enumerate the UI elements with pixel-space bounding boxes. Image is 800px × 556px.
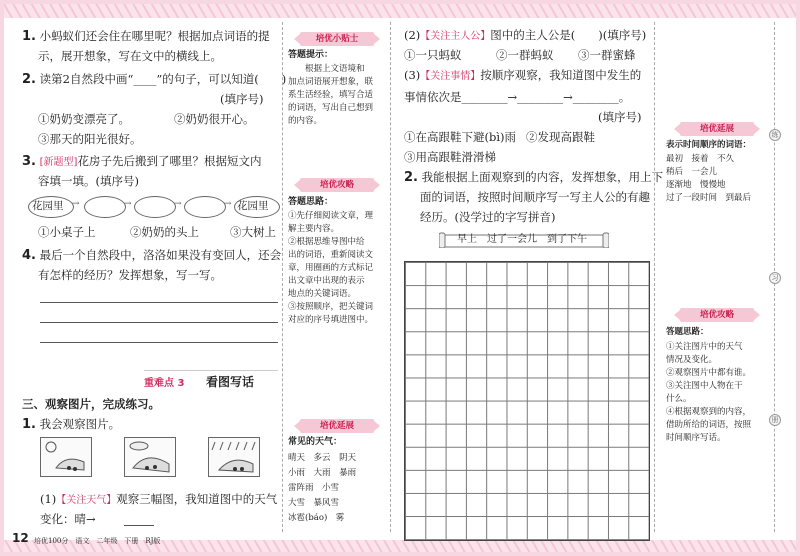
side-strategy-line: ①关注图片中的天气 — [666, 342, 743, 352]
side-strategy-line: 什么。 — [666, 394, 692, 404]
left-q3-option-2: ②奶奶的头上 — [130, 225, 199, 239]
time-words-line: 过了一段时间 到最后 — [666, 193, 752, 203]
time-words-line: 最初 接着 不久 — [666, 154, 735, 164]
right-sub2-option-3: ③一群蜜蜂 — [578, 48, 636, 62]
top-border — [4, 4, 796, 18]
flow-start-label: 花园里 — [32, 200, 64, 212]
page-number: 12 — [12, 531, 29, 545]
strategy-line: ②根据思维导图中给 — [288, 237, 365, 247]
right-sub3-option-2: ②发现高跟鞋 — [526, 130, 595, 144]
side-strategy-line: 时间顺序写话。 — [666, 433, 726, 443]
left-q5-sub1-line2: 变化：晴→ — [40, 512, 96, 526]
answer-line[interactable] — [124, 525, 154, 526]
binding-mark: 练 — [769, 129, 781, 141]
strategy-line: 章，用圈画的方式标记 — [288, 263, 374, 273]
left-q5: 1. 我会观察图片。 — [22, 417, 121, 432]
left-q4-line1: 4. 最后一个自然段中，洛洛如果没有变回人，还会 — [22, 248, 282, 263]
scroll-words: 早上 过了一会儿 到了下午 — [457, 234, 587, 245]
section-badge: 重难点 3 — [144, 378, 185, 389]
picture-3-rainy — [208, 437, 260, 477]
left-q2-option-2: ②奶奶很开心。 — [174, 112, 255, 126]
flow-arrow-icon: → — [224, 199, 232, 209]
flow-blank-oval-3[interactable] — [184, 196, 226, 218]
left-q4-line2: 有怎样的经历？发挥想象，写一写。 — [38, 268, 222, 282]
right-q2-line2: 面的词语，按照时间顺序写一写主人公的有趣 — [420, 190, 650, 204]
picture-1-sunny — [40, 437, 92, 477]
section-header — [144, 370, 278, 391]
picture-2-cloudy — [124, 437, 176, 477]
writing-grid[interactable] — [404, 261, 650, 541]
strategy-line: ①先仔细阅读文章，理 — [288, 211, 374, 221]
flow-arrow-icon: → — [124, 199, 132, 209]
side-strategy-line: ②观察图片中都有谁。 — [666, 368, 752, 378]
column-divider — [282, 22, 283, 532]
right-sub3-option-3: ③用高跟鞋滑滑梯 — [404, 150, 496, 164]
tip-ribbon: 培优小贴士 — [300, 32, 374, 46]
weather-row: 雷阵雨 小雪 — [288, 483, 340, 493]
side-strategy-line: 情况及变化。 — [666, 355, 718, 365]
weather-row: 小雨 大雨 暴雨 — [288, 468, 357, 478]
right-q2-line3: 经历。(没学过的字写拼音) — [420, 210, 556, 224]
left-q2-option-3: ③那天的阳光很好。 — [38, 132, 142, 146]
side-strategy-ribbon: 培优攻略 — [680, 308, 754, 322]
right-sub3-option-1: ①在高跟鞋下避(bì)雨 — [404, 130, 517, 144]
left-q1-line2: 示，展开想象，写在文中的横线上。 — [38, 49, 222, 63]
right-q2-line1: 2. 我能根据上面观察到的内容，发挥想象，用上下 — [404, 170, 664, 185]
side-strategy-line: ③关注图中人物在干 — [666, 381, 743, 391]
weather-row: 冰雹(báo) 雾 — [288, 513, 345, 523]
tip-line: 的内容。 — [288, 116, 323, 126]
strategy-line: 出的词语，重新阅读文 — [288, 250, 374, 260]
tip-line: 根据上文语境和 — [288, 64, 365, 74]
footer-info: 培优100分 语文 二年级 下册 RJ版 — [34, 537, 161, 545]
word-scroll — [439, 232, 609, 248]
flow-blank-oval-1[interactable] — [84, 196, 126, 218]
right-sub2-line1: (2)【关注主人公】图中的主人公是( )(填序号) — [404, 28, 647, 42]
flow-arrow-icon: → — [174, 199, 182, 209]
flow-blank-oval-2[interactable] — [134, 196, 176, 218]
extension-ribbon: 培优延展 — [300, 419, 374, 433]
left-q1-line1: 1. 小蚂蚁们还会住在哪里呢？根据加点词语的提 — [22, 29, 270, 44]
flow-end-label: 花园里 — [237, 200, 269, 212]
strategy-line: ③按照顺序，把关键词 — [288, 302, 374, 312]
side-strategy-line: 借助所给的词语，按照 — [666, 420, 752, 430]
tip-line: 系生活经验，填写合适 — [288, 90, 374, 100]
left-q3-option-1: ①小桌子上 — [38, 225, 96, 239]
tip-line: 加点词语展开想象，联 — [288, 77, 374, 87]
answer-line[interactable] — [40, 302, 278, 303]
workbook-page — [4, 4, 796, 552]
section-title: 看图写话 — [206, 375, 255, 389]
side-strategy-heading: 答题思路： — [666, 327, 709, 337]
left-q3-option-3: ③大树上 — [230, 225, 276, 239]
left-q2-line1: 2. 读第2自然段中画“____”的句子，可以知道( ) — [22, 72, 287, 87]
strategy-line: 解主要内容。 — [288, 224, 340, 234]
weather-row: 大雪 暴风雪 — [288, 498, 340, 508]
column-divider — [390, 22, 391, 532]
weather-heading: 常见的天气： — [288, 437, 343, 447]
strategy-ribbon: 培优攻略 — [300, 178, 374, 192]
answer-line[interactable] — [40, 342, 278, 343]
time-words-line: 稍后 一会儿 — [666, 167, 718, 177]
side-extension-ribbon: 培优延展 — [680, 122, 754, 136]
flow-arrow-icon: → — [72, 199, 80, 209]
left-q3-line1: 3. [新题型]花房子先后搬到了哪里？根据短文内 — [22, 154, 262, 169]
binding-mark: 习 — [769, 272, 781, 284]
strategy-line: 对应的序号填进图中。 — [288, 315, 374, 325]
weather-row: 晴天 多云 阴天 — [288, 453, 357, 463]
side-strategy-line: ④根据观察到的内容， — [666, 407, 752, 417]
left-q2-option-1: ①奶奶变漂亮了。 — [38, 112, 130, 126]
left-q5-sub1-line1: (1)【关注天气】观察三幅图，我知道图中的天气 — [40, 492, 278, 506]
strategy-line: 地点的关键词语。 — [288, 289, 357, 299]
side-extension-heading: 表示时间顺序的词语： — [666, 140, 752, 150]
strategy-heading: 答题思路： — [288, 197, 334, 207]
right-sub3-line2: 事情依次是________→________→________。 — [404, 90, 631, 104]
strategy-line: 出文章中出现的表示 — [288, 276, 365, 286]
tip-line: 的词语，写出自己想到 — [288, 103, 374, 113]
part3-heading: 三、观察图片，完成练习。 — [22, 397, 160, 411]
right-sub2-option-2: ②一群蚂蚁 — [496, 48, 554, 62]
column-divider — [654, 22, 655, 532]
time-words-line: 逐渐地 慢慢地 — [666, 180, 726, 190]
right-sub2-option-1: ①一只蚂蚁 — [404, 48, 462, 62]
tip-heading: 答题提示： — [288, 50, 334, 60]
left-q3-line2: 容填一填。(填序号) — [38, 174, 139, 188]
answer-line[interactable] — [40, 322, 278, 323]
left-q2-fill-hint: (填序号) — [220, 92, 264, 106]
right-sub3-line1: (3)【关注事情】按顺序观察，我知道图中发生的 — [404, 68, 642, 82]
right-sub3-fill-hint: (填序号) — [598, 110, 642, 124]
binding-mark: 册 — [769, 414, 781, 426]
